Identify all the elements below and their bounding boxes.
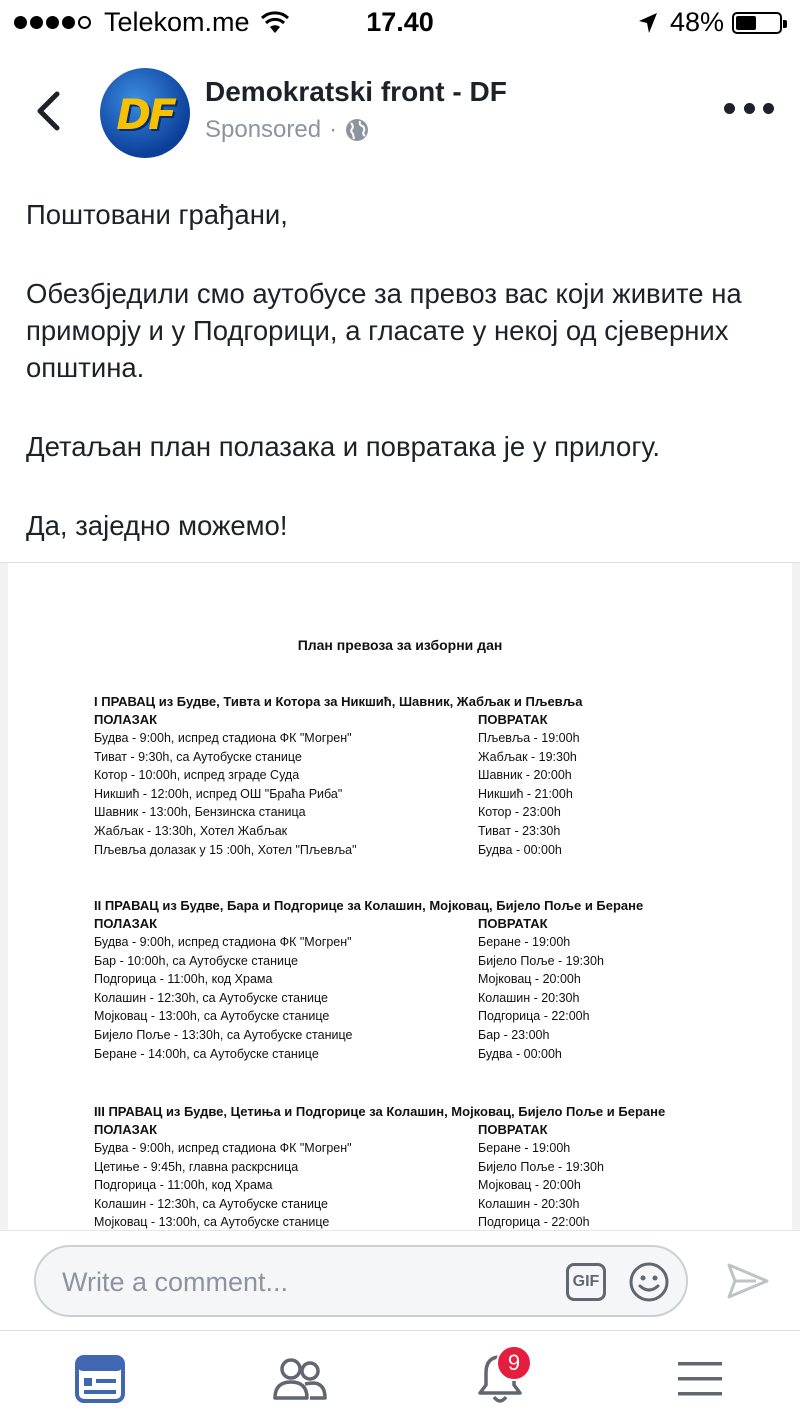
nav-notifications[interactable] [470, 1351, 530, 1407]
return-row: Тиват - 23:30h [478, 823, 561, 838]
departure-row: Колашин - 12:30h, са Аутобуске станице [94, 1196, 328, 1211]
return-row: Подгорица - 22:00h [478, 1215, 590, 1230]
departures-column [94, 1121, 352, 1230]
return-row: Будва - 00:00h [478, 1046, 562, 1061]
return-row: Шавник - 20:00h [478, 768, 572, 783]
nav-friend-requests[interactable] [270, 1351, 330, 1407]
send-icon[interactable] [726, 1261, 770, 1301]
departure-row: Тиват - 9:30h, са Аутобуске станице [94, 749, 302, 764]
return-header: ПОВРАТАК [478, 916, 548, 931]
departure-row: Мојковац - 13:00h, са Аутобуске станице [94, 1009, 330, 1024]
page-name-link[interactable]: Demokratski front - DF [205, 76, 507, 107]
hamburger-menu-icon [676, 1359, 724, 1399]
document-title: План превоза за изборни дан [297, 637, 503, 653]
return-row: Бијело Поље - 19:30h [478, 1159, 604, 1174]
gif-button[interactable]: GIF [566, 1263, 606, 1301]
departures-column [94, 915, 352, 1063]
departures-column [94, 711, 357, 859]
sponsored-line [205, 116, 369, 144]
back-button[interactable] [26, 86, 70, 136]
emoji-icon[interactable] [628, 1261, 670, 1303]
status-left [14, 7, 290, 38]
return-row: Бијело Поље - 19:30h [478, 953, 604, 968]
status-right [638, 7, 782, 38]
post-header [0, 60, 800, 170]
departure-row: Беране - 14:00h, са Аутобуске станице [94, 1046, 319, 1061]
departure-header: ПОЛАЗАК [94, 916, 158, 931]
departure-row: Пљевља долазак у 15 :00h, Хотел "Пљевља" [94, 842, 357, 857]
battery-percent: 48% [669, 7, 724, 37]
nav-news-feed[interactable] [70, 1351, 130, 1407]
post-paragraph: Детаљан план полазака и повратака је у прилогу. [26, 431, 661, 462]
departure-header: ПОЛАЗАК [94, 1122, 158, 1137]
departure-row: Никшић - 12:00h, испред ОШ "Браћа Риба" [94, 786, 343, 801]
returns-column [478, 1121, 604, 1230]
departure-row: Бар - 10:00h, са Аутобуске станице [94, 953, 298, 968]
signal-strength-icon [14, 16, 94, 29]
return-row: Подгорица - 22:00h [478, 1009, 590, 1024]
notification-badge: 9 [496, 1345, 532, 1381]
departure-row: Будва - 9:00h, испред стадиона ФК "Могрен" [94, 1141, 352, 1155]
return-row: Беране - 19:00h [478, 935, 571, 949]
return-row: Жабљак - 19:30h [478, 749, 577, 764]
departure-row: Будва - 9:00h, испред стадиона ФК "Могрен" [94, 731, 352, 745]
page-avatar[interactable] [100, 68, 190, 158]
bottom-navigation [0, 1330, 800, 1424]
return-row: Колашин - 20:30h [478, 990, 580, 1005]
nav-menu[interactable] [670, 1351, 730, 1407]
status-time: 17.40 [366, 7, 434, 37]
document-page [8, 563, 792, 1230]
departure-row: Бијело Поље - 13:30h, са Аутобуске станице [94, 1027, 353, 1042]
route-title: III ПРАВАЦ из Будве, Цетиња и Подгорице за Колашин, Мојковац, Бијело Поље и Беране [94, 1104, 666, 1119]
route-title: I ПРАВАЦ из Будве, Тивта и Котора за Никшић, Шавник, Жабљак и Пљевља [94, 694, 583, 709]
battery-level [736, 16, 756, 30]
wifi-icon [260, 11, 290, 35]
departure-row: Мојковац - 13:00h, са Аутобуске станице [94, 1215, 330, 1230]
return-header: ПОВРАТАК [478, 712, 548, 727]
comment-bar [0, 1230, 800, 1330]
comment-placeholder: Write a comment... [62, 1267, 289, 1297]
news-feed-icon [74, 1354, 126, 1404]
departure-row: Подгорица - 11:00h, код Храма [94, 1178, 273, 1193]
route-block [94, 693, 774, 857]
departure-row: Будва - 9:00h, испред стадиона ФК "Могрен" [94, 935, 352, 949]
return-row: Беране - 19:00h [478, 1141, 571, 1155]
attached-document-image[interactable] [0, 562, 800, 1230]
friends-icon [272, 1354, 328, 1404]
return-row: Пљевља - 19:00h [478, 731, 580, 745]
comment-input[interactable] [34, 1245, 688, 1317]
location-arrow-icon [638, 12, 658, 34]
return-row: Колашин - 20:30h [478, 1196, 580, 1211]
separator-dot: · [329, 116, 338, 143]
departure-row: Колашин - 12:30h, са Аутобуске станице [94, 990, 328, 1005]
chevron-left-icon [35, 91, 61, 131]
departure-row: Цетиње - 9:45h, главна раскрсница [94, 1159, 299, 1174]
return-header: ПОВРАТАК [478, 1122, 548, 1137]
globe-icon [345, 118, 369, 142]
return-row: Котор - 23:00h [478, 805, 561, 820]
return-row: Будва - 00:00h [478, 842, 562, 857]
route-block [94, 1103, 774, 1230]
more-options-button[interactable] [724, 98, 774, 118]
departure-row: Шавник - 13:00h, Бензинска станица [94, 805, 306, 820]
departure-row: Подгорица - 11:00h, код Храма [94, 972, 273, 987]
departure-row: Жабљак - 13:30h, Хотел Жабљак [94, 823, 288, 838]
departure-header: ПОЛАЗАК [94, 712, 158, 727]
return-row: Никшић - 21:00h [478, 786, 573, 801]
route-block [94, 897, 774, 1061]
post-paragraph: Да, заједно можемо! [26, 510, 288, 541]
return-row: Мојковац - 20:00h [478, 1178, 581, 1193]
avatar-logo-text: DF [116, 90, 174, 139]
post-paragraph: Поштовани грађани, [26, 199, 288, 230]
battery-icon [732, 12, 782, 34]
returns-column [478, 915, 604, 1063]
return-row: Мојковац - 20:00h [478, 972, 581, 987]
carrier-name: Telekom.me [104, 7, 250, 37]
status-bar [0, 0, 800, 44]
return-row: Бар - 23:00h [478, 1027, 550, 1042]
returns-column [478, 711, 580, 859]
post-paragraph: Обезбједили смо аутобусе за превоз вас који живите на приморју и у Подгорици, а гласате у некој од сјеверних општина. [26, 278, 742, 383]
departure-row: Котор - 10:00h, испред зграде Суда [94, 768, 300, 783]
post-text [26, 196, 786, 586]
sponsored-label[interactable]: Sponsored [205, 116, 322, 143]
route-title: II ПРАВАЦ из Будве, Бара и Подгорице за Колашин, Мојковац, Бијело Поље и Беране [94, 898, 644, 913]
